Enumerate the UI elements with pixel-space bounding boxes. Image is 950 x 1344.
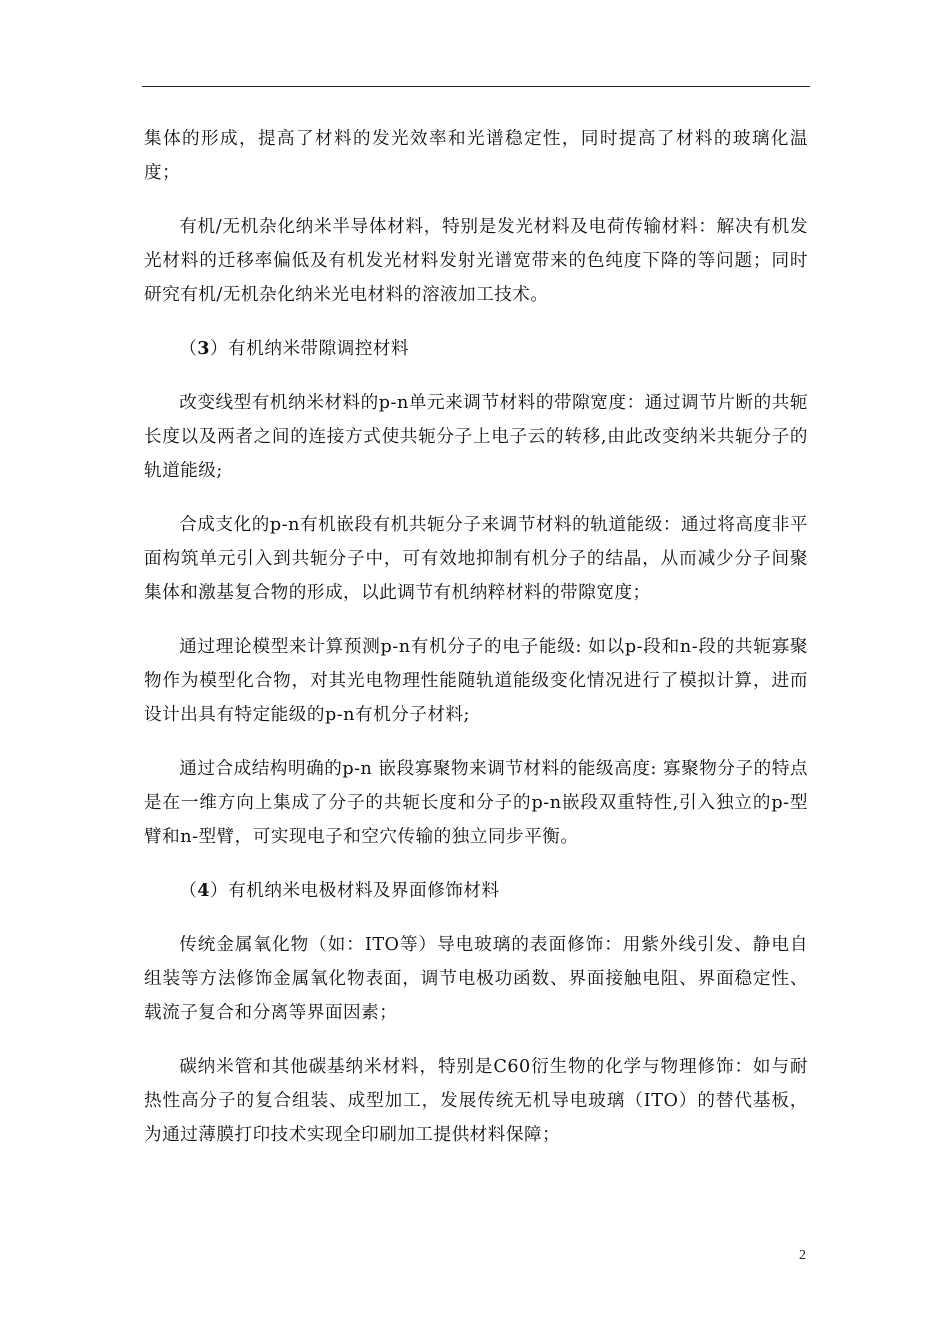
section-heading-text: 有机纳米带隙调控材料 [228, 339, 410, 359]
document-body [144, 122, 808, 1172]
paragraph: 通过合成结构明确的p-n 嵌段寡聚物来调节材料的能级高度: 寡聚物分子的特点是在一维方向上集成了分子的共轭长度和分子的p-n嵌段双重特性,引入独立的p-型臂和n-型臂，可实现电子和空穴传输的独立同步平衡。 [144, 759, 808, 847]
paragraph: 碳纳米管和其他碳基纳米材料，特别是C60衍生物的化学与物理修饰：如与耐热性高分子的复合组装、成型加工，发展传统无机导电玻璃（ITO）的替代基板，为通过薄膜打印技术实现全印刷加工提供材料保障； [144, 1057, 808, 1145]
paragraph: 传统金属氧化物（如：ITO等）导电玻璃的表面修饰：用紫外线引发、静电自组装等方法修饰金属氧化物表面，调节电极功函数、界面接触电阻、界面稳定性、载流子复合和分离等界面因素； [144, 935, 808, 1023]
paragraph: 通过理论模型来计算预测p-n有机分子的电子能级: 如以p-段和n-段的共轭寡聚物作为模型化合物，对其光电物理性能随轨道能级变化情况进行了模拟计算，进而设计出具有特定能级的p-n有机分子材料; [144, 637, 808, 725]
paragraph: 改变线型有机纳米材料的p-n单元来调节材料的带隙宽度：通过调节片断的共轭长度以及两者之间的连接方式使共轭分子上电子云的转移,由此改变纳米共轭分子的轨道能级; [144, 393, 808, 481]
section-heading-4: （4）有机纳米电极材料及界面修饰材料 [179, 880, 500, 901]
paragraph: 合成支化的p-n有机嵌段有机共轭分子来调节材料的轨道能级：通过将高度非平面构筑单元引入到共轭分子中，可有效地抑制有机分子的结晶，从而减少分子间聚集体和激基复合物的形成，以此调节有机纳粹材料的带隙宽度； [144, 515, 808, 603]
section-heading-number: 3 [197, 338, 211, 359]
paragraph: 集体的形成，提高了材料的发光效率和光谱稳定性，同时提高了材料的玻璃化温度； [144, 129, 808, 183]
section-heading-number: 4 [197, 880, 211, 901]
header-rule [142, 86, 810, 87]
page-number: 2 [799, 1248, 806, 1263]
section-heading-3: （3）有机纳米带隙调控材料 [179, 338, 410, 359]
paragraph: 有机/无机杂化纳米半导体材料，特别是发光材料及电荷传输材料：解决有机发光材料的迁移率偏低及有机发光材料发射光谱宽带来的色纯度下降的等问题；同时研究有机/无机杂化纳米光电材料的溶液加工技术。 [144, 217, 808, 305]
section-heading-text: 有机纳米电极材料及界面修饰材料 [228, 881, 500, 901]
